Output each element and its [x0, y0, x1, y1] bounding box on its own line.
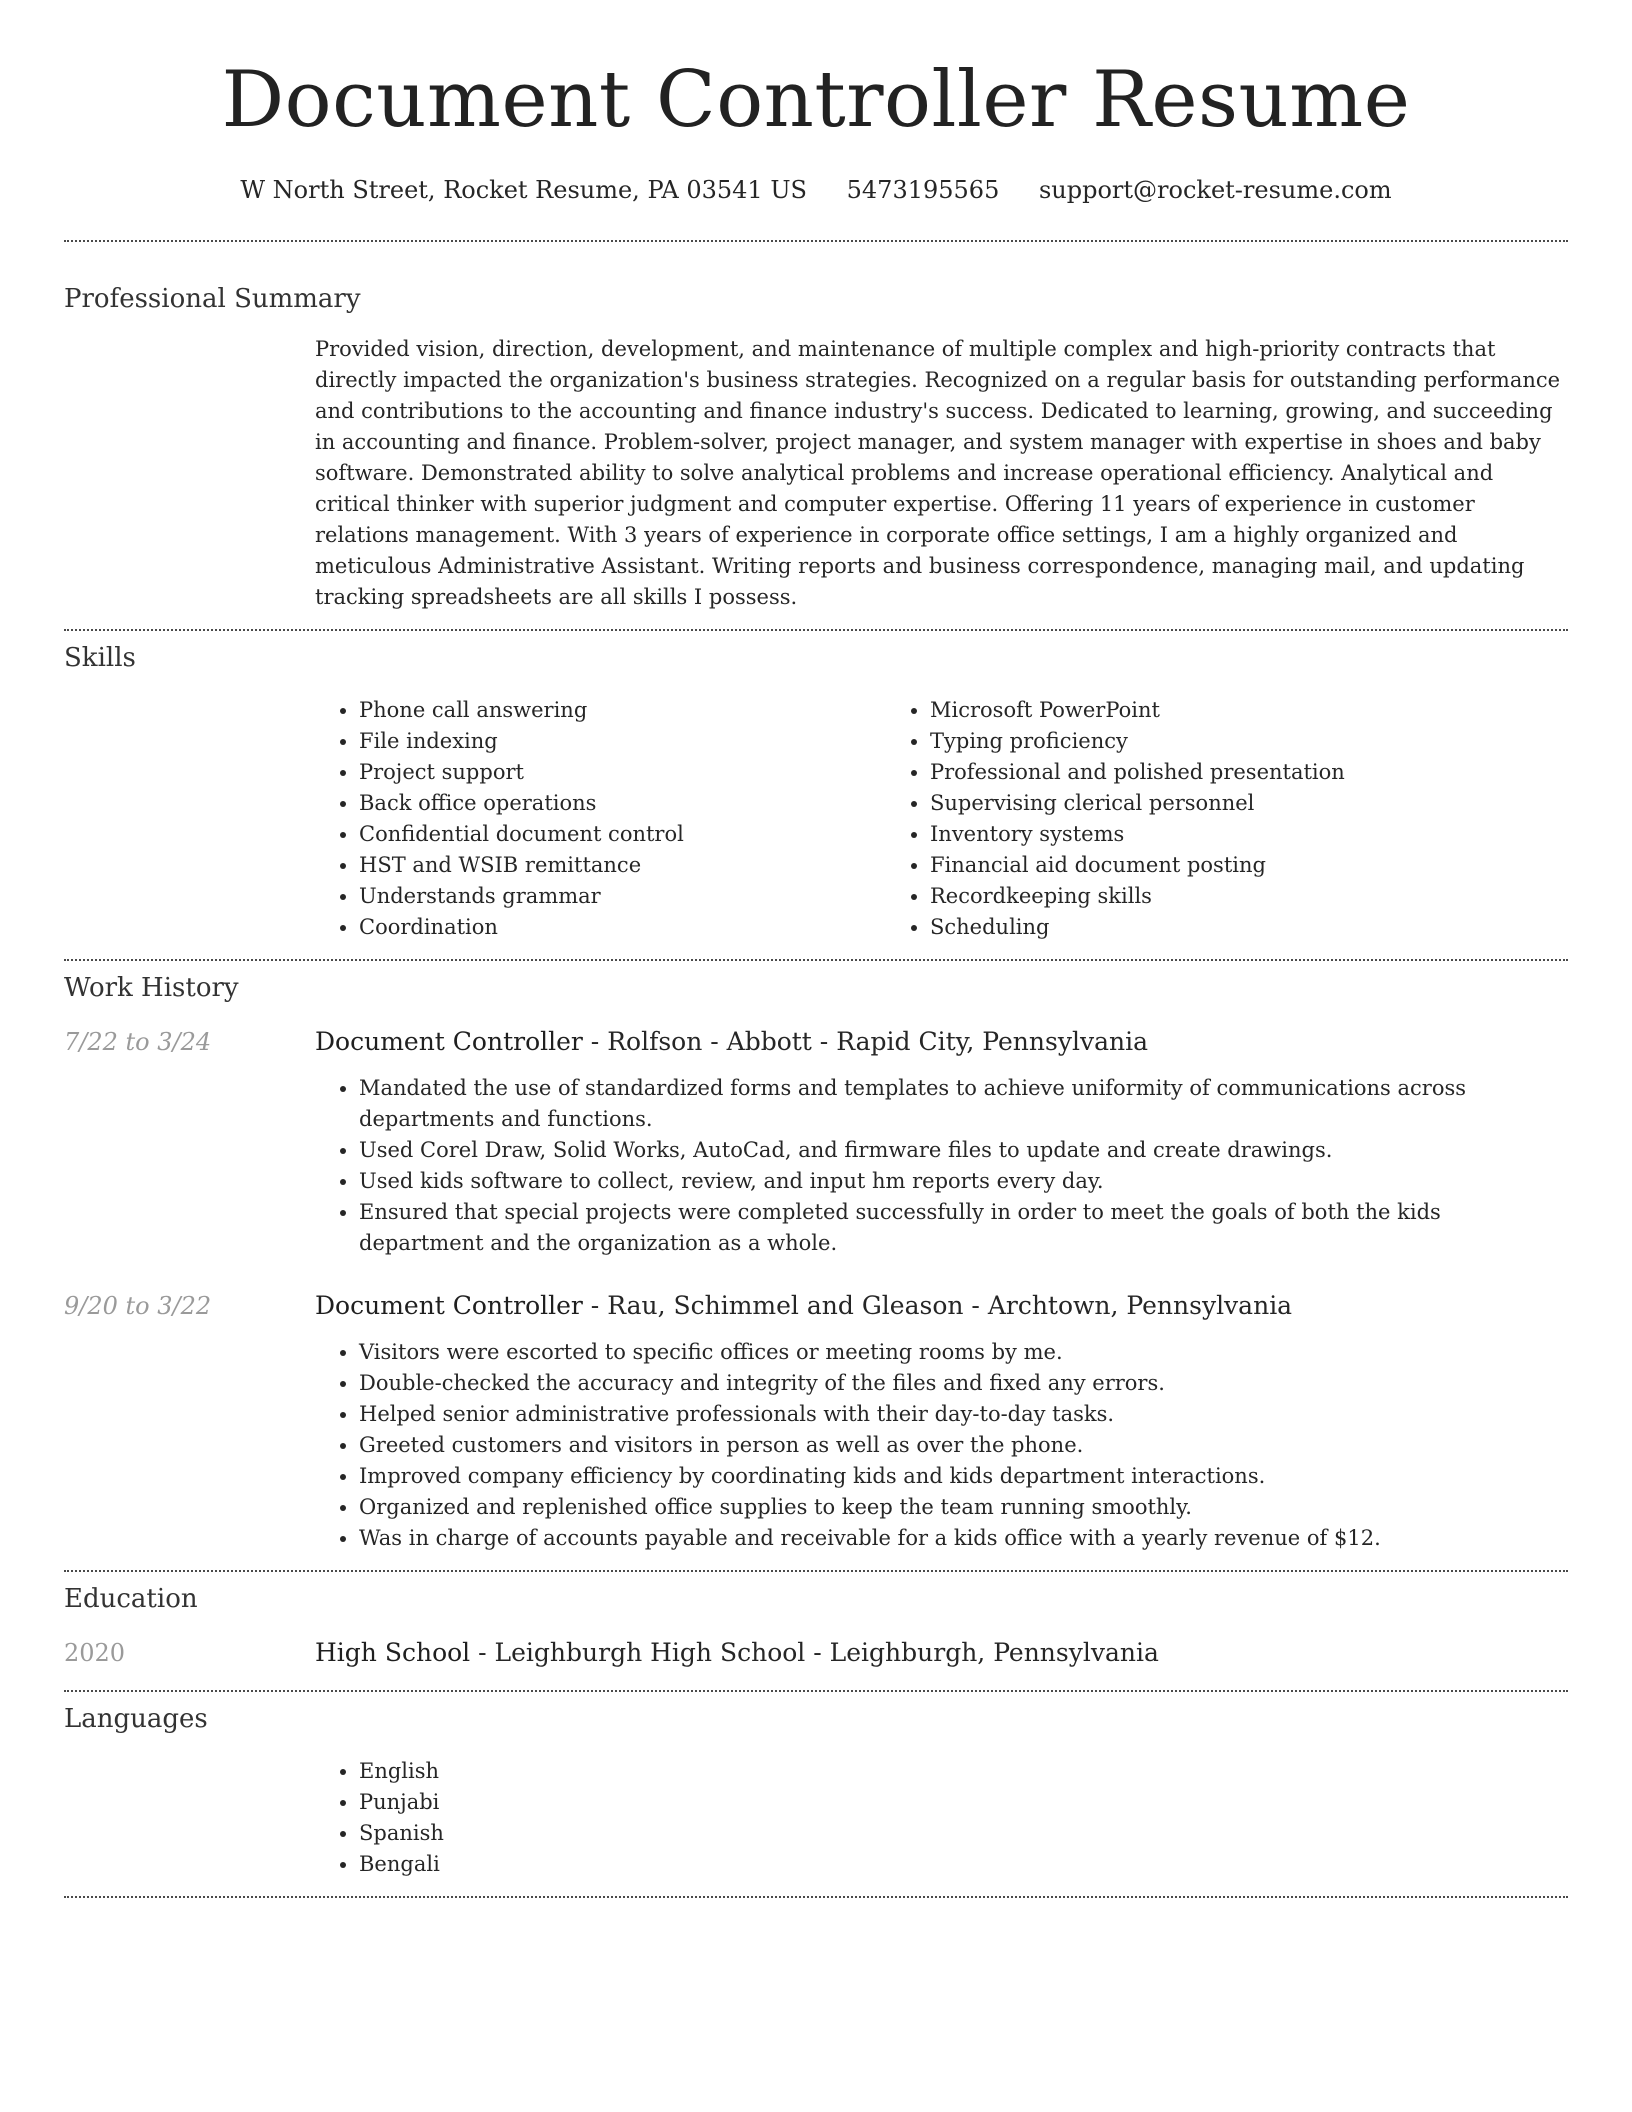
job-title [315, 1025, 1568, 1059]
skills-list-left [315, 695, 886, 943]
list-item: • English [359, 1756, 1568, 1787]
list-item: • Scheduling [930, 912, 1568, 943]
list-item: • Was in charge of accounts payable and receivable for a kids office with a yearly revenue of $12. [359, 1523, 1568, 1554]
list-item: • Project support [359, 757, 886, 788]
education-content [315, 1636, 1568, 1670]
education-school: - Leighburgh High School - Leighburgh, Pennsylvania [470, 1638, 1159, 1667]
list-item: • Understands grammar [359, 881, 886, 912]
education-degree: High School [315, 1638, 471, 1667]
skills-list-right [886, 695, 1568, 943]
job-bullets [315, 1073, 1568, 1259]
resume-title: Document Controller Resume [221, 55, 1411, 145]
list-item: • Professional and polished presentation [930, 757, 1568, 788]
job-employer: - Rolfson - Abbott - Rapid City, Pennsylvania [582, 1027, 1148, 1056]
contact-email: support@rocket-resume.com [1038, 176, 1392, 204]
list-item: • Punjabi [359, 1787, 1568, 1818]
work-section [64, 971, 1568, 1570]
contact-phone: 5473195565 [846, 176, 1000, 204]
summary-section [64, 282, 1568, 629]
job-entry [64, 1289, 1568, 1570]
list-item: • Helped senior administrative professionals with their day-to-day tasks. [359, 1399, 1568, 1430]
divider [64, 240, 1568, 242]
list-item: • File indexing [359, 726, 886, 757]
list-item: • Coordination [359, 912, 886, 943]
list-item: • Double-checked the accuracy and integrity of the files and fixed any errors. [359, 1368, 1568, 1399]
list-item: • Visitors were escorted to specific offices or meeting rooms by me. [359, 1337, 1568, 1368]
job-bullets [315, 1337, 1568, 1570]
list-item: • Spanish [359, 1818, 1568, 1849]
list-item: • Recordkeeping skills [930, 881, 1568, 912]
list-item: • Typing proficiency [930, 726, 1568, 757]
languages-section [64, 1702, 1568, 1896]
job-role: Document Controller [315, 1027, 583, 1056]
divider [64, 629, 1568, 631]
education-heading: Education [64, 1584, 198, 1614]
education-year: 2020 [64, 1639, 126, 1667]
languages-list [315, 1756, 1568, 1880]
skills-columns [315, 695, 1568, 959]
list-item: • Mandated the use of standardized forms and templates to achieve uniformity of communications across departments and functions. [359, 1073, 1568, 1135]
skills-section [64, 641, 1568, 959]
list-item: • Financial aid document posting [930, 850, 1568, 881]
list-item: • Used kids software to collect, review, and input hm reports every day. [359, 1166, 1568, 1197]
contact-line [64, 174, 1568, 206]
divider [64, 959, 1568, 961]
education-title [315, 1636, 1568, 1670]
job-role: Document Controller [315, 1291, 583, 1320]
divider [64, 1570, 1568, 1572]
job-employer: - Rau, Schimmel and Gleason - Archtown, Pennsylvania [582, 1291, 1293, 1320]
education-section [64, 1582, 1568, 1690]
list-item: • Ensured that special projects were completed successfully in order to meet the goals of both the kids department and the organization as a whole. [359, 1197, 1568, 1259]
divider [64, 1690, 1568, 1692]
skills-heading: Skills [64, 643, 136, 673]
list-item: • Microsoft PowerPoint [930, 695, 1568, 726]
education-entry [64, 1636, 1568, 1690]
list-item: • Phone call answering [359, 695, 886, 726]
job-content [315, 1289, 1568, 1570]
divider [64, 1896, 1568, 1898]
list-item: • Confidential document control [359, 819, 886, 850]
job-dates: 9/20 to 3/22 [64, 1292, 212, 1320]
job-title [315, 1289, 1568, 1323]
job-dates: 7/22 to 3/24 [64, 1028, 212, 1056]
list-item: • Back office operations [359, 788, 886, 819]
contact-address: W North Street, Rocket Resume, PA 03541 US [240, 176, 807, 204]
summary-heading: Professional Summary [64, 284, 361, 314]
work-heading: Work History [64, 973, 239, 1003]
list-item: • Improved company efficiency by coordinating kids and kids department interactions. [359, 1461, 1568, 1492]
summary-text: Provided vision, direction, development, and maintenance of multiple complex and high-priority contracts that directly impacted the organization's business strategies. Recognized on a regular basis for outstanding performance and contributions to the accounting and finance industry's success. Dedicated to learning, growing, and succeeding in accounting and finance. Problem-solver, project manager, and system manager with expertise in shoes and baby software. Demonstrated ability to solve analytical problems and increase operational efficiency. Analytical and critical thinker with superior judgment and computer expertise. Offering 11 years of experience in customer relations management. With 3 years of experience in corporate office settings, I am a highly organized and meticulous Administrative Assistant. Writing reports and business correspondence, managing mail, and updating tracking spreadsheets are all skills I possess. [315, 337, 1561, 609]
list-item: • Organized and replenished office supplies to keep the team running smoothly. [359, 1492, 1568, 1523]
list-item: • Supervising clerical personnel [930, 788, 1568, 819]
job-content [315, 1025, 1568, 1259]
list-item: • Used Corel Draw, Solid Works, AutoCad, and firmware files to update and create drawings. [359, 1135, 1568, 1166]
languages-content [315, 1756, 1568, 1896]
job-entry [64, 1025, 1568, 1259]
list-item: • HST and WSIB remittance [359, 850, 886, 881]
list-item: • Greeted customers and visitors in person as well as over the phone. [359, 1430, 1568, 1461]
list-item: • Bengali [359, 1849, 1568, 1880]
list-item: • Inventory systems [930, 819, 1568, 850]
languages-heading: Languages [64, 1704, 208, 1734]
